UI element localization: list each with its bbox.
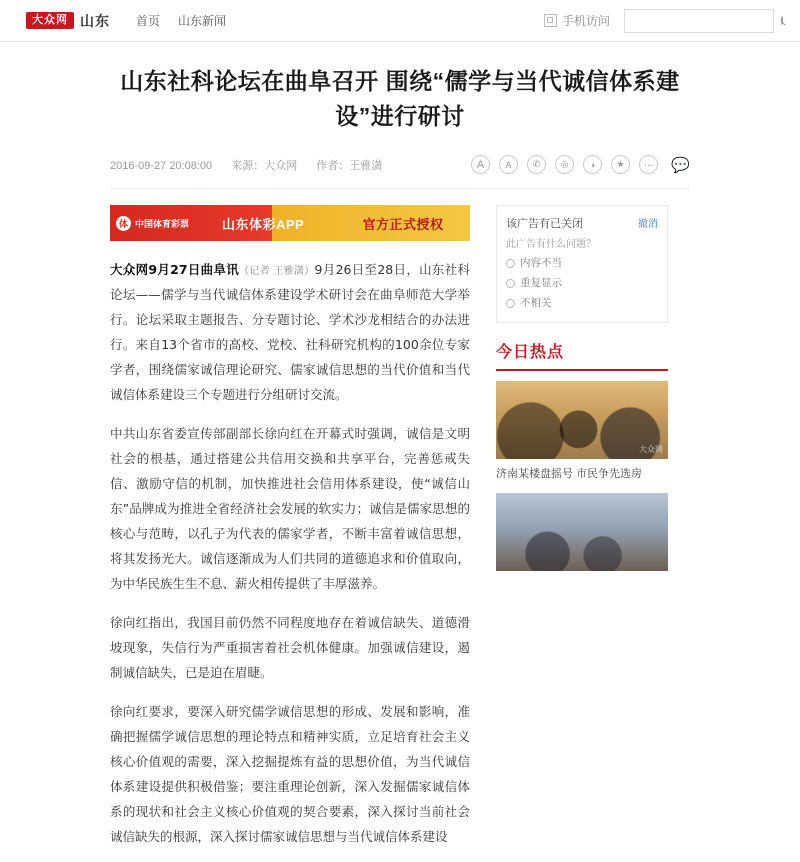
paragraph-lead-note: （记者 王雅潇）: [239, 266, 315, 277]
qr-code-icon: [544, 14, 557, 27]
nav-item-home[interactable]: 首页: [136, 14, 161, 28]
sidebar: [496, 205, 668, 862]
ad-feedback-title: 该广告有已关闭: [506, 218, 583, 230]
photo-watermark: 大众网: [639, 444, 663, 454]
hot-topics-title: 今日热点: [496, 339, 668, 371]
article-tools: [471, 155, 690, 174]
ad-title: 山东体彩APP: [222, 216, 305, 232]
ad-feedback-option-2[interactable]: [506, 274, 658, 294]
article-meta: [110, 155, 690, 189]
article-source: 来源：大众网: [231, 159, 298, 172]
news-photo-2[interactable]: [496, 493, 668, 571]
ad-feedback-option-3[interactable]: [506, 294, 658, 314]
mobile-access-label: 手机访问: [561, 14, 610, 28]
search-input[interactable]: [631, 14, 777, 28]
logo-badge: 大众网: [26, 12, 74, 29]
logo-subtitle: 山东: [80, 12, 110, 29]
ad-feedback-option-3-label: 不相关: [520, 296, 552, 309]
page-title: 山东社科论坛在曲阜召开 围绕“儒学与当代诚信体系建设”进行研讨: [120, 68, 680, 129]
ad-feedback-undo-link[interactable]: 撤消: [638, 218, 658, 230]
font-size-large-icon[interactable]: A: [471, 155, 490, 174]
article-meta-text: [110, 157, 398, 173]
share-qq-icon[interactable]: ◑: [583, 155, 602, 174]
paragraph-2: 中共山东省委宣传部副部长徐向红在开幕式时强调，诚信是文明社会的根基，通过搭建公共信用交换和共享平台，完善惩戒失信、激励守信的机制，加快推进社会信用体系建设，使“诚信山东”品牌成为推进全省经济社会发展的软实力；诚信是儒家思想的核心与范畴，以孔子为代表的儒家学者，不断丰富着诚信思想，将其发扬光大。诚信逐渐成为人们共同的道德追求和价值取向，为中华民族生生不息、薪火相传提供了丰厚滋养。: [110, 426, 470, 591]
favorite-star-icon[interactable]: ★: [611, 155, 630, 174]
site-header: [0, 0, 800, 42]
radio-icon[interactable]: [506, 259, 515, 268]
search-icon[interactable]: [781, 16, 783, 25]
news-caption-1[interactable]: 济南某楼盘摇号 市民争先选房: [496, 467, 643, 480]
paragraph-4: 徐向红要求，要深入研究儒学诚信思想的形成、发展和影响，准确把握儒学诚信思想的理论特点和精神实质，立足培育社会主义核心价值观的需要，深入挖掘提炼有益的思想价值，为当代诚信体系建设提供积极借鉴；要注重理论创新，深入发掘儒家诚信体系的现状和社会主义核心价值观的契合要素，深入探讨当前社会诚信缺失的根源，深入探讨儒家诚信思想与当代诚信体系建设: [110, 704, 470, 844]
ad-feedback-header: [506, 214, 658, 235]
share-wechat-icon[interactable]: ✆: [527, 155, 546, 174]
paragraph-lead: 大众网9月27日曲阜讯: [110, 262, 240, 277]
ad-subtitle: 官方正式授权: [362, 216, 444, 232]
sports-lottery-ad-banner[interactable]: [110, 205, 470, 241]
ad-feedback-option-2-label: 重复显示: [520, 276, 562, 289]
article-header: [0, 42, 800, 133]
news-photo-1[interactable]: [496, 381, 668, 459]
ad-feedback-option-1-label: 内容不当: [520, 256, 562, 269]
article-date: 2016-09-27 20:08:00: [110, 159, 213, 172]
search-box[interactable]: [624, 9, 774, 33]
article-author: 作者：王雅潇: [316, 159, 383, 172]
paragraph-1: [110, 257, 470, 407]
ad-brand-label: 中国体育彩票: [135, 218, 190, 229]
share-weibo-icon[interactable]: ◎: [555, 155, 574, 174]
ad-brand: [110, 216, 218, 231]
page-content: [0, 205, 800, 862]
radio-icon[interactable]: [506, 299, 515, 308]
more-options-icon[interactable]: ···: [639, 155, 658, 174]
comment-bubble-icon[interactable]: 💬: [671, 156, 690, 174]
ad-feedback-card: [496, 205, 668, 323]
main-nav: [136, 12, 226, 29]
font-size-small-icon[interactable]: A: [499, 155, 518, 174]
site-logo[interactable]: [26, 11, 110, 31]
mobile-access-link[interactable]: [544, 12, 610, 29]
ad-feedback-option-1[interactable]: [506, 254, 658, 274]
paragraph-1-text: 9月26日至28日，山东社科论坛——儒学与当代诚信体系建设学术研讨会在曲阜师范大学举行。论坛采取主题报告、分专题讨论、学术沙龙相结合的办法进行。来自13个省市的高校、党校、社科研究机构的100余位专家学者，围绕儒家诚信理论研究、儒家诚信思想的当代价值和当代诚信体系建设三个专题进行分组研讨交流。: [110, 262, 471, 402]
radio-icon[interactable]: [506, 279, 515, 288]
lottery-ball-icon: 体: [116, 216, 131, 231]
article-body: [110, 205, 470, 862]
paragraph-3: 徐向红指出，我国目前仍然不同程度地存在着诚信缺失、道德滑坡现象，失信行为严重损害着社会机体健康。加强诚信建设，遏制诚信缺失，已是迫在眉睫。: [110, 615, 470, 680]
nav-item-shandong-news[interactable]: 山东新闻: [178, 14, 227, 28]
ad-feedback-question: 此广告有什么问题？: [506, 238, 596, 250]
